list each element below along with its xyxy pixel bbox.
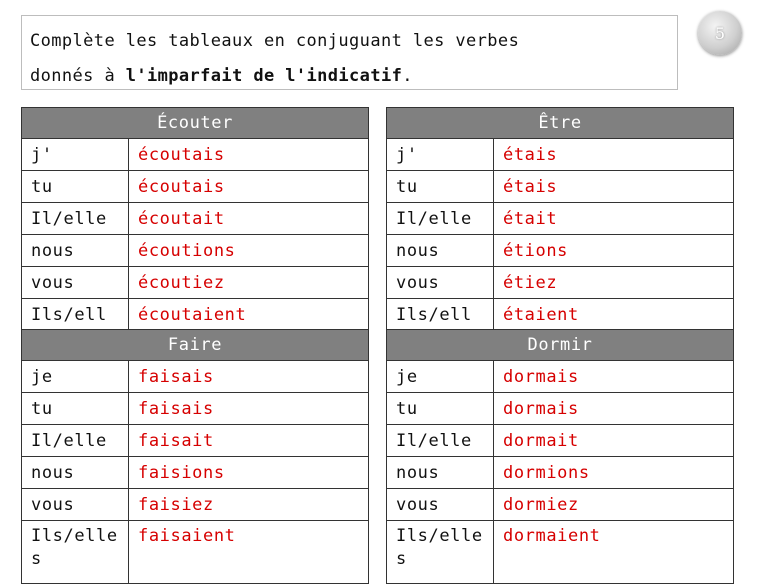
table-row [387,203,734,235]
verb-form-cell: écoutait [129,203,369,235]
table-row [387,267,734,299]
table-row [387,521,734,584]
verb-form-cell: faisait [129,425,369,457]
table-header: Être [387,108,734,139]
table-row [387,361,734,393]
table-row [387,171,734,203]
table-row [22,361,369,393]
verb-form-cell: dormaient [494,521,734,584]
table-row [22,235,369,267]
verb-form-cell: dormiez [494,489,734,521]
instruction-line-1: Complète les tableaux en conjuguant les verbes [30,31,520,51]
table-row [22,267,369,299]
pronoun-cell: Ils/ell [22,299,129,331]
verb-form-cell: étiez [494,267,734,299]
pronoun-cell: tu [22,171,129,203]
table-row [387,393,734,425]
table-header: Écouter [22,108,369,139]
verb-form-cell: faisaient [129,521,369,584]
pronoun-cell: nous [22,235,129,267]
pronoun-cell: Il/elle [22,203,129,235]
table-row [387,299,734,331]
pronoun-cell: tu [387,393,494,425]
table-row [387,489,734,521]
table-header: Dormir [387,330,734,361]
verb-form-cell: écoutaient [129,299,369,331]
verb-form-cell: faisiez [129,489,369,521]
pronoun-cell: tu [22,393,129,425]
instruction-tense: l'imparfait de l'indicatif [125,66,403,86]
pronoun-cell: vous [387,267,494,299]
verb-form-cell: étais [494,139,734,171]
verb-form-cell: écoutais [129,171,369,203]
table-row [387,139,734,171]
pronoun-cell: Il/elle [387,425,494,457]
table-row [22,203,369,235]
conjugation-table-ecouter [21,107,369,331]
pronoun-cell: vous [387,489,494,521]
verb-form-cell: étions [494,235,734,267]
pronoun-cell: je [387,361,494,393]
verb-form-cell: dormions [494,457,734,489]
pronoun-cell: vous [22,489,129,521]
instruction-suffix: . [402,66,413,86]
instruction-box [21,15,678,90]
verb-form-cell: étaient [494,299,734,331]
verb-form-cell: faisais [129,393,369,425]
table-row [387,457,734,489]
conjugation-table-dormir [386,329,734,584]
verb-form-cell: faisions [129,457,369,489]
pronoun-cell: nous [387,457,494,489]
pronoun-cell: nous [387,235,494,267]
verb-form-cell: était [494,203,734,235]
table-row [22,171,369,203]
pronoun-cell: nous [22,457,129,489]
table-row [22,299,369,331]
instruction-prefix: donnés à [30,66,126,86]
table-row [22,393,369,425]
pronoun-cell: Ils/ell [387,299,494,331]
conjugation-table-faire [21,329,369,584]
table-row [22,521,369,584]
pronoun-cell: Il/elle [387,203,494,235]
verb-form-cell: faisais [129,361,369,393]
verb-form-cell: dormait [494,425,734,457]
verb-form-cell: écoutiez [129,267,369,299]
verb-form-cell: dormais [494,393,734,425]
pronoun-cell: je [22,361,129,393]
verb-form-cell: écoutions [129,235,369,267]
table-row [22,139,369,171]
pronoun-cell: j' [22,139,129,171]
pronoun-cell: tu [387,171,494,203]
table-row [387,235,734,267]
table-row [387,425,734,457]
verb-form-cell: dormais [494,361,734,393]
pronoun-cell: Il/elle [22,425,129,457]
slide-number-badge: 5 [698,11,742,55]
pronoun-cell: vous [22,267,129,299]
table-row [22,457,369,489]
verb-form-cell: écoutais [129,139,369,171]
table-row [22,425,369,457]
pronoun-cell: Ils/elles [387,521,494,584]
pronoun-cell: j' [387,139,494,171]
table-row [22,489,369,521]
verb-form-cell: étais [494,171,734,203]
pronoun-cell: Ils/elles [22,521,129,584]
table-header: Faire [22,330,369,361]
instruction-line-2 [30,66,413,86]
conjugation-table-etre [386,107,734,331]
